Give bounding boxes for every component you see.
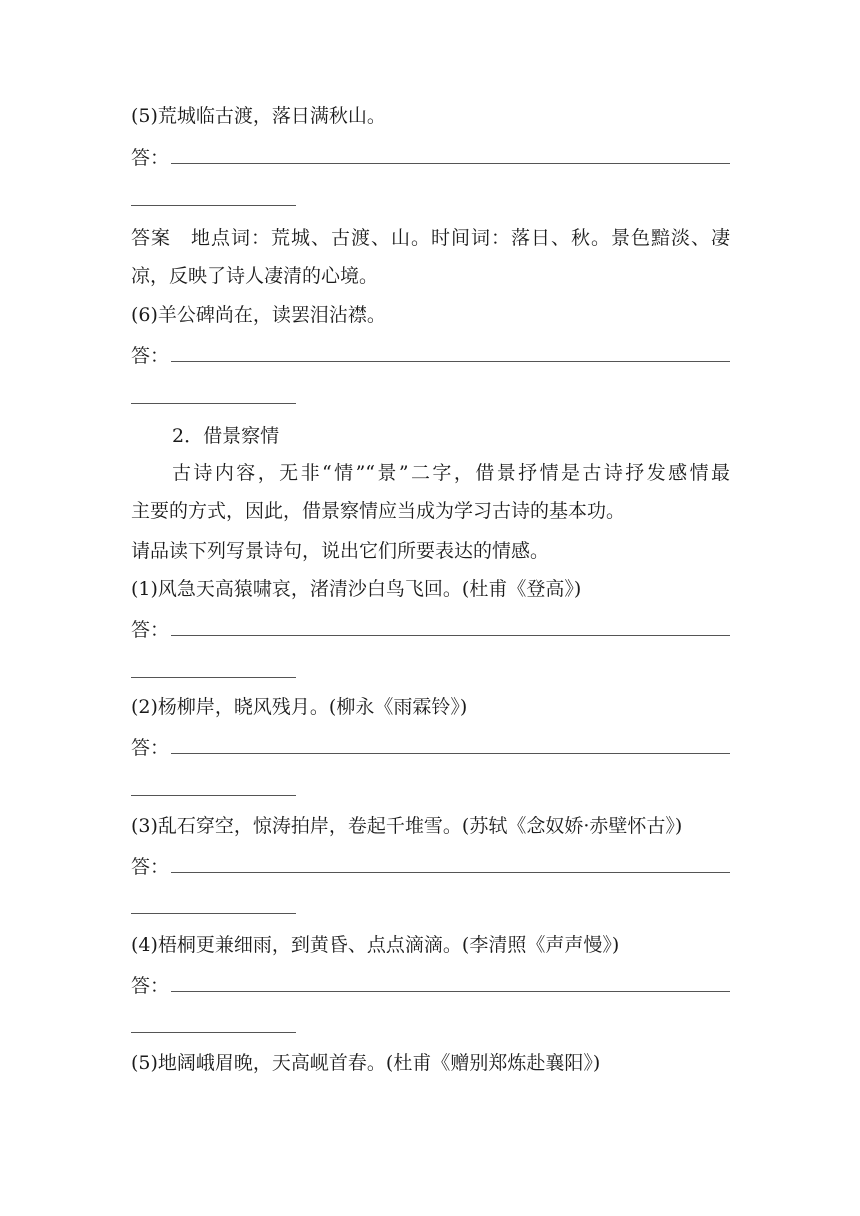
answer-row-p4	[131, 974, 730, 998]
answer-label: 答：	[131, 856, 170, 878]
answer-blank-tail[interactable]	[131, 795, 296, 796]
intro-paragraph-line-1: 古诗内容，无非“情”“景”二字，借景抒情是古诗抒发感情最	[172, 462, 730, 484]
answer-blank-line[interactable]	[171, 361, 730, 362]
answer-label: 答：	[131, 737, 170, 759]
answer-blank-tail[interactable]	[131, 403, 296, 404]
answer-row-q6	[131, 344, 730, 368]
question-6-prompt: (6)羊公碑尚在，读罢泪沾襟。	[131, 304, 386, 326]
poem-prompt-2: (2)杨柳岸，晓风残月。(柳永《雨霖铃》)	[131, 696, 468, 718]
answer-text-line-2: 凉，反映了诗人凄清的心境。	[131, 265, 379, 287]
answer-blank-line[interactable]	[171, 991, 730, 992]
answer-blank-line[interactable]	[171, 635, 730, 636]
poem-prompt-5: (5)地阔峨眉晚，天高岘首春。(杜甫《赠别郑炼赴襄阳》)	[131, 1052, 601, 1074]
answer-label: 答：	[131, 975, 170, 997]
section-heading: 2．借景察情	[172, 425, 280, 447]
poem-prompt-1: (1)风急天高猿啸哀，渚清沙白鸟飞回。(杜甫《登高》)	[131, 578, 582, 600]
answer-blank-line[interactable]	[171, 872, 730, 873]
answer-blank-tail[interactable]	[131, 913, 296, 914]
answer-label: 答：	[131, 147, 170, 169]
answer-row-p2	[131, 736, 730, 760]
answer-blank-line[interactable]	[171, 163, 730, 164]
answer-blank-tail[interactable]	[131, 1032, 296, 1033]
answer-row-p3	[131, 855, 730, 879]
question-5-prompt: (5)荒城临古渡，落日满秋山。	[131, 105, 386, 127]
answer-blank-line[interactable]	[171, 753, 730, 754]
answer-text-line-1: 答案 地点词：荒城、古渡、山。时间词：落日、秋。景色黯淡、凄	[131, 227, 730, 249]
answer-blank-tail[interactable]	[131, 205, 296, 206]
intro-paragraph-line-2: 主要的方式，因此，借景察情应当成为学习古诗的基本功。	[131, 500, 626, 522]
answer-label: 答：	[131, 345, 170, 367]
answer-row-p1	[131, 618, 730, 642]
instruction-text: 请品读下列写景诗句，说出它们所要表达的情感。	[131, 540, 550, 562]
answer-row-q5	[131, 146, 730, 170]
poem-prompt-4: (4)梧桐更兼细雨，到黄昏、点点滴滴。(李清照《声声慢》)	[131, 934, 620, 956]
poem-prompt-3: (3)乱石穿空，惊涛拍岸，卷起千堆雪。(苏轼《念奴娇·赤壁怀古》)	[131, 815, 683, 837]
answer-label: 答：	[131, 619, 170, 641]
answer-blank-tail[interactable]	[131, 677, 296, 678]
